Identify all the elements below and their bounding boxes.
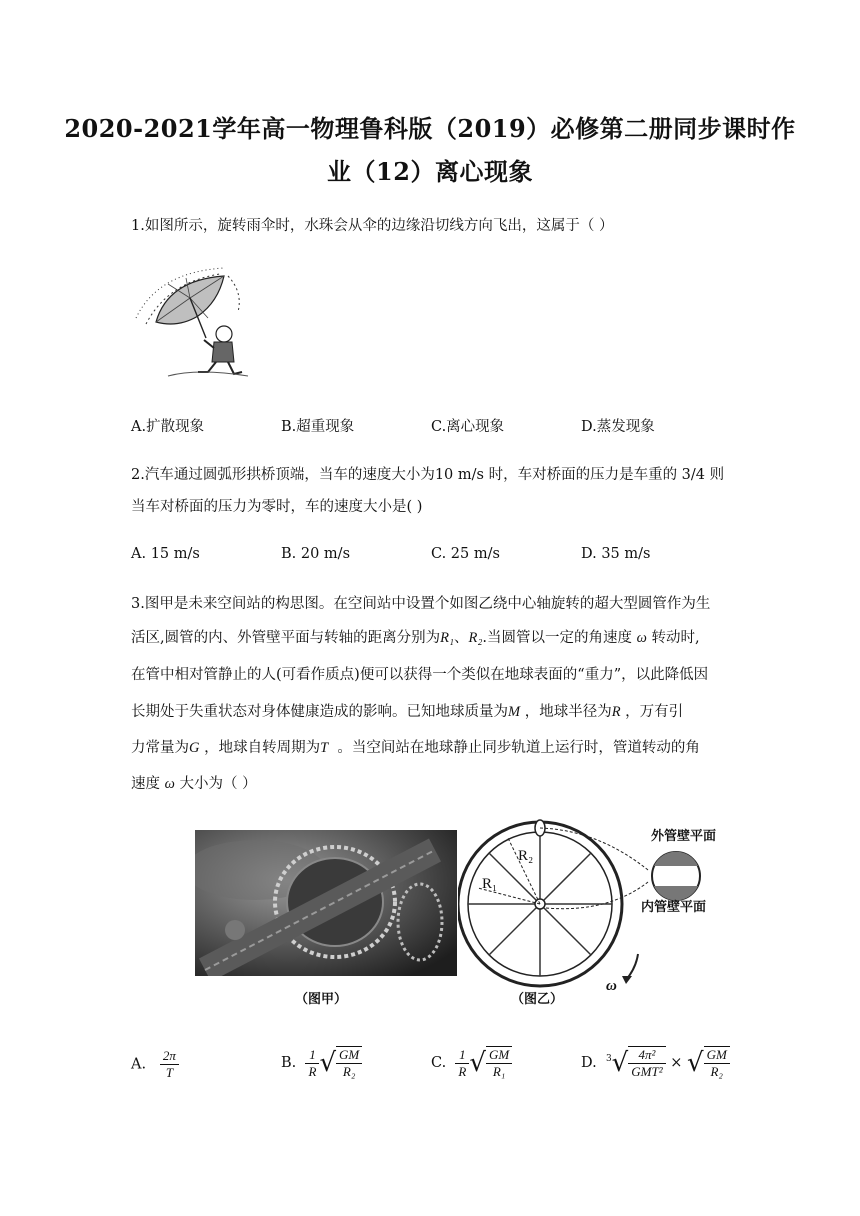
q2-option-a: A. 15 m/s (131, 546, 200, 562)
page-title-line-2: 业（12）离心现象 (327, 157, 533, 186)
q3-option-a: A. $\frac{2\pi}{T}$ (131, 1048, 179, 1081)
q1-option-c: C.离心现象 (431, 419, 505, 435)
symbol-r: R (611, 704, 621, 720)
symbol-g: G (189, 740, 200, 756)
q1-option-d: D.蒸发现象 (581, 419, 655, 435)
q2-option-d: D. 35 m/s (581, 546, 651, 562)
q2-option-b: B. 20 m/s (281, 546, 351, 562)
label-r1: R₁ (482, 876, 498, 892)
q3-option-c: C. $\frac{1}{R}$ √ $\frac{GM}{\text{R₁}}$ (431, 1046, 512, 1080)
cube-root-sign: √ (611, 1048, 629, 1078)
figure-left-caption: （图甲） (295, 992, 348, 1007)
q1-stem: 1.如图所示，旋转雨伞时，水珠会从伞的边缘沿切线方向飞出，这属于（ ） (131, 218, 614, 234)
label-inner-wall: 内管壁平面 (641, 900, 707, 915)
q1-option-b: B.超重现象 (281, 419, 355, 435)
radical-sign: √ (319, 1048, 337, 1078)
rotating-tube-diagram (458, 818, 730, 998)
symbol-t: T (320, 740, 329, 756)
q3-stem-line-1: 3.图甲是未来空间站的构思图。在空间站中设置个如图乙绕中心轴旋转的超大型圆管作为生 (131, 596, 711, 612)
symbol-m: M (508, 704, 521, 720)
radical-sign-2: √ (469, 1048, 486, 1078)
q1-option-a: A.扩散现象 (131, 419, 205, 435)
label-r2: R₂ (518, 848, 534, 864)
q3-stem-line-6: 速度 ω 大小为（ ） (131, 776, 257, 792)
symbol-omega-2: ω (164, 776, 175, 792)
q3-option-d: D. $^3$√ $\frac{\text{4π²}}{\text{GMT²}}$ × √ $\frac{GM}{\text{R₂}}$ (581, 1046, 730, 1080)
q2-option-c: C. 25 m/s (431, 546, 500, 562)
q3-option-b: B. $\frac{1}{R}$ √ $\frac{GM}{\text{R₂}}$ (281, 1046, 362, 1080)
label-omega: ω (606, 978, 617, 994)
umbrella-boy-illustration (128, 262, 250, 382)
q2-stem-line-2: 当车对桥面的压力为零时，车的速度大小是( ) (131, 499, 423, 515)
symbol-omega: ω (636, 630, 647, 646)
option-a-fraction: $\frac{2\pi}{T}$ (160, 1048, 179, 1081)
label-outer-wall: 外管壁平面 (651, 829, 717, 844)
symbol-r2: R₂ (468, 630, 483, 646)
q3-stem-line-5: 力常量为G ，地球自转周期为T 。当空间站在地球静止同步轨道上运行时，管道转动的角 (131, 740, 700, 756)
q3-stem-line-4: 长期处于失重状态对身体健康造成的影响。已知地球质量为M ，地球半径为R ，万有引 (131, 704, 684, 720)
q3-stem-line-2: 活区,圆管的内、外管壁平面与转轴的距离分别为R₁、R₂.当圆管以一定的角速度 ω 转动时, (131, 630, 700, 646)
symbol-r1: R₁ (440, 630, 455, 646)
space-station-photo (195, 830, 457, 976)
q3-stem-line-3: 在管中相对管静止的人(可看作质点)便可以获得一个类似在地球表面的“重力”，以此降低因 (131, 667, 709, 683)
page-title-line-1: 2020-2021学年高一物理鲁科版（2019）必修第二册同步课时作 (64, 114, 796, 143)
q2-stem-line-1: 2.汽车通过圆弧形拱桥顶端，当车的速度大小为10 m/s 时，车对桥面的压力是车重的 3/4 则 (131, 467, 725, 483)
radical-sign-3: √ (686, 1048, 704, 1078)
figure-right-caption: （图乙） (511, 992, 564, 1007)
